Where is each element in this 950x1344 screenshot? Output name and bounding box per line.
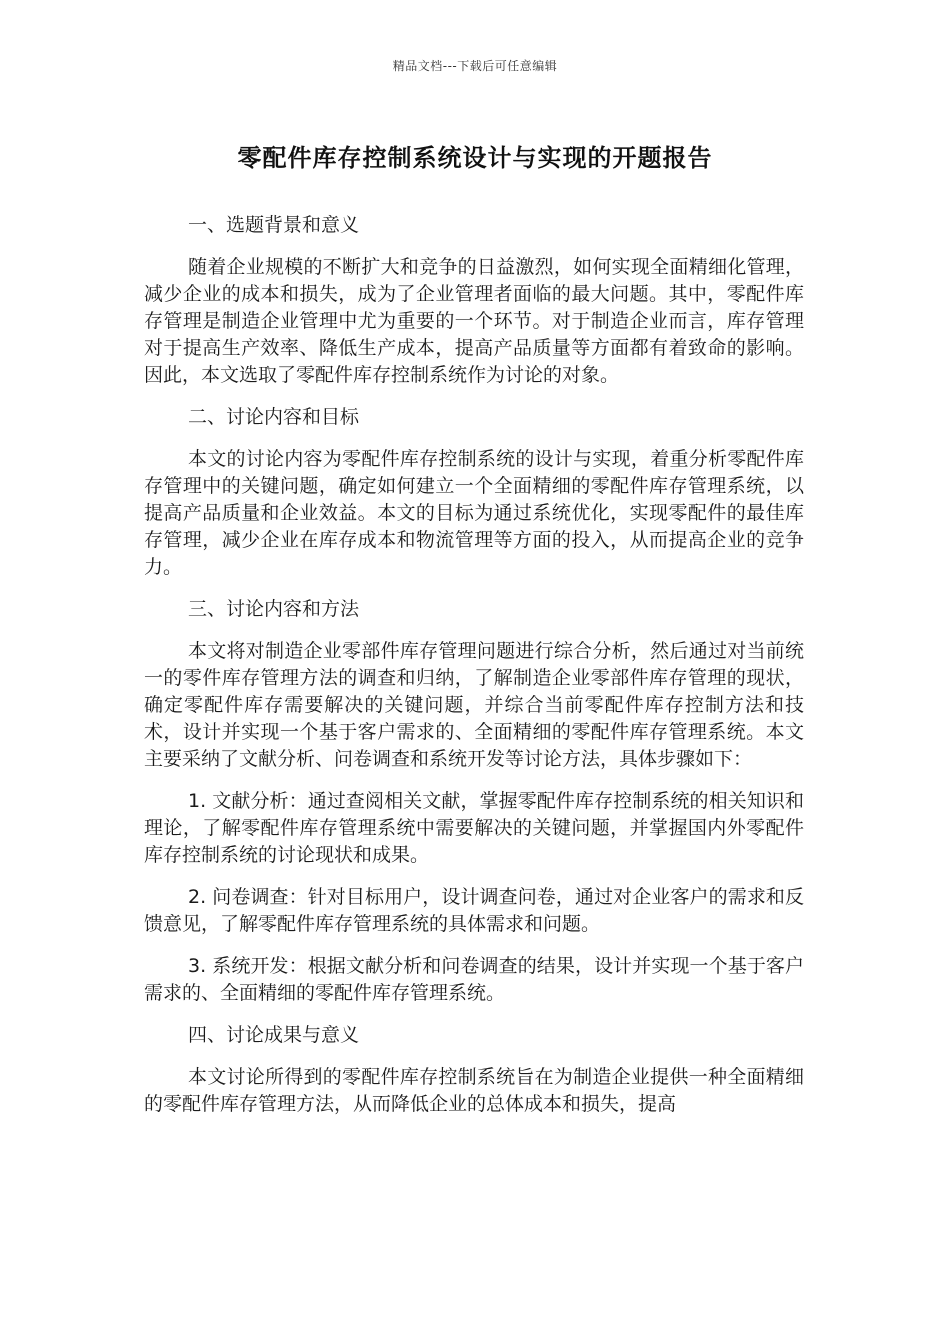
document-title: 零配件库存控制系统设计与实现的开题报告 (237, 144, 713, 172)
list-item: 2. 问卷调查：针对目标用户，设计调查问卷，通过对企业客户的需求和反馈意见，了解零配件库存管理系统的具体需求和问题。 (144, 886, 804, 935)
section-background (144, 212, 804, 389)
list-item: 1. 文献分析：通过查阅相关文献，掌握零配件库存控制系统的相关知识和理论，了解零配件库存管理系统中需要解决的关键问题，并掌握国内外零配件库存控制系统的讨论现状和成果。 (144, 790, 804, 866)
list-item: 3. 系统开发：根据文献分析和问卷调查的结果，设计并实现一个基于客户需求的、全面精细的零配件库存管理系统。 (144, 955, 804, 1004)
header-note: 精品文档---下载后可任意编辑 (392, 59, 558, 73)
paragraph: 本文将对制造企业零部件库存管理问题进行综合分析，然后通过对当前统一的零件库存管理方法的调查和归纳，了解制造企业零部件库存管理的现状，确定零配件库存需要解决的关键问题，并综合当前零配件库存控制方法和技术，设计并实现一个基于客户需求的、全面精细的零配件库存管理系统。本文主要采纳了文献分析、问卷调查和系统开发等讨论方法，具体步骤如下： (144, 640, 804, 770)
section-heading: 四、讨论成果与意义 (188, 1024, 360, 1046)
section-goals (144, 404, 804, 581)
section-results (144, 1022, 804, 1118)
section-heading: 三、讨论内容和方法 (188, 598, 360, 620)
section-methods (144, 596, 804, 1007)
section-heading: 二、讨论内容和目标 (188, 406, 360, 428)
paragraph: 随着企业规模的不断扩大和竞争的日益激烈，如何实现全面精细化管理，减少企业的成本和损失，成为了企业管理者面临的最大问题。其中，零配件库存管理是制造企业管理中尤为重要的一个环节。对于制造企业而言，库存管理对于提高生产效率、降低生产成本，提高产品质量等方面都有着致命的影响。因此，本文选取了零配件库存控制系统作为讨论的对象。 (144, 256, 804, 386)
paragraph: 本文讨论所得到的零配件库存控制系统旨在为制造企业提供一种全面精细的零配件库存管理方法，从而降低企业的总体成本和损失，提高 (144, 1066, 804, 1115)
paragraph: 本文的讨论内容为零配件库存控制系统的设计与实现，着重分析零配件库存管理中的关键问题，确定如何建立一个全面精细的零配件库存管理系统，以提高产品质量和企业效益。本文的目标为通过系统优化，实现零配件的最佳库存管理，减少企业在库存成本和物流管理等方面的投入，从而提高企业的竞争力。 (144, 448, 804, 578)
section-heading: 一、选题背景和意义 (188, 214, 360, 236)
document-body (144, 212, 804, 1133)
